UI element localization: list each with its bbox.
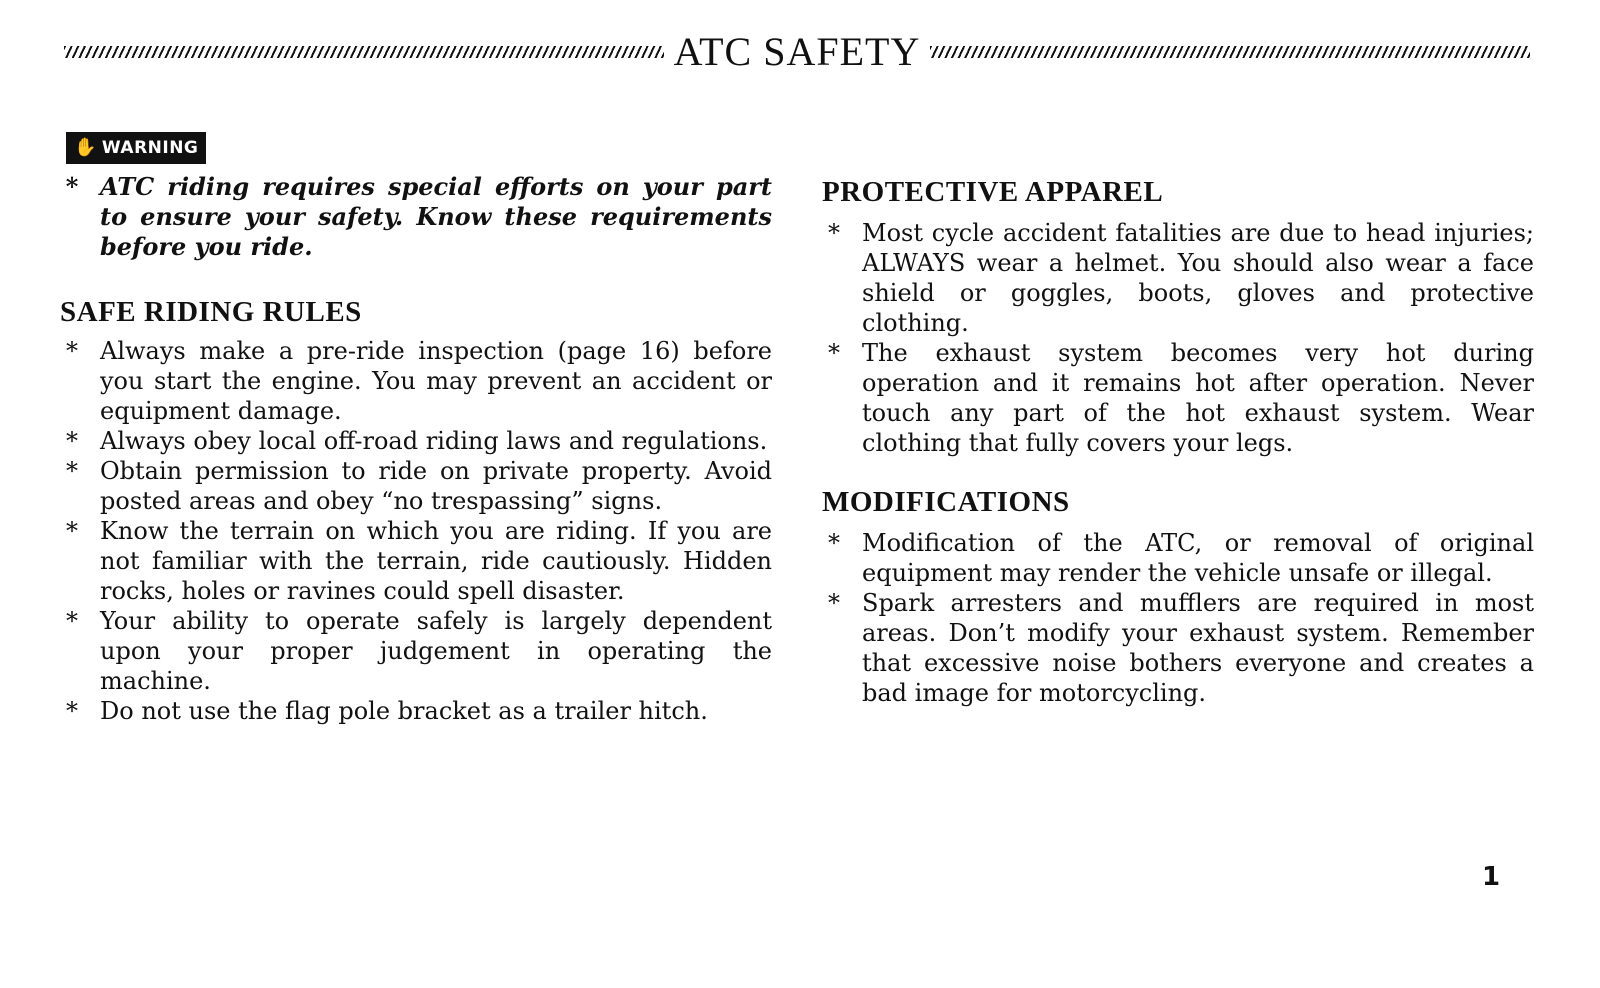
page-header	[64, 28, 1530, 76]
bullet: *	[66, 697, 78, 725]
bullet: *	[65, 172, 79, 201]
header-hatch-right	[930, 46, 1530, 58]
page-number: 1	[1482, 862, 1501, 892]
list-item	[60, 696, 772, 726]
list-item	[60, 426, 772, 456]
warning-label: WARNING	[101, 138, 199, 158]
warning-badge	[66, 132, 206, 164]
safe-riding-rules-heading: SAFE RIDING RULES	[60, 296, 362, 328]
list-item	[60, 336, 772, 426]
left-column	[60, 132, 772, 726]
page-title: ATC SAFETY	[673, 29, 921, 74]
header-hatch-left	[64, 46, 664, 58]
list-item-text: Spark arresters and mufflers are required in most areas. Don’t modify your exhaust system. Remember that excessive noise bothers everyone and creates a bad image for motorcycling.	[862, 589, 1534, 707]
bullet: *	[66, 427, 78, 455]
bullet: *	[66, 457, 78, 485]
bullet: *	[828, 589, 840, 617]
list-item	[822, 588, 1534, 708]
list-item-text: Most cycle accident fatalities are due to head injuries; ALWAYS wear a helmet. You should also wear a face shield or goggles, boots, gloves and protective clothing.	[862, 219, 1534, 337]
bullet: *	[66, 517, 78, 545]
warning-text	[60, 172, 772, 262]
list-item-text: Your ability to operate safely is largely dependent upon your proper judgement in operating the machine.	[100, 607, 772, 695]
list-item-text: Modification of the ATC, or removal of original equipment may render the vehicle unsafe or illegal.	[862, 529, 1534, 587]
list-item-text: Always make a pre-ride inspection (page 16) before you start the engine. You may prevent an accident or equipment damage.	[100, 337, 772, 425]
hand-warning-icon: ✋	[74, 137, 97, 158]
bullet: *	[66, 337, 78, 365]
list-item-text: The exhaust system becomes very hot during operation and it remains hot after operation. Never touch any part of the hot exhaust system. Wear clothing that fully covers your legs.	[862, 339, 1534, 457]
list-item-text: Always obey local off-road riding laws and regulations.	[100, 427, 768, 455]
bullet: *	[828, 219, 840, 247]
modifications-heading: MODIFICATIONS	[822, 486, 1070, 518]
list-item-text: Know the terrain on which you are riding. If you are not familiar with the terrain, ride cautiously. Hidden rocks, holes or ravines could spell disaster.	[100, 517, 772, 605]
list-item	[60, 606, 772, 696]
list-item-text: Do not use the flag pole bracket as a trailer hitch.	[100, 697, 708, 725]
list-item	[822, 218, 1534, 338]
bullet: *	[66, 607, 78, 635]
list-item	[822, 338, 1534, 458]
bullet: *	[828, 339, 840, 367]
list-item	[60, 456, 772, 516]
bullet: *	[828, 529, 840, 557]
warning-text-body: ATC riding requires special efforts on your part to ensure your safety. Know these requirements before you ride.	[100, 172, 772, 261]
list-item-text: Obtain permission to ride on private property. Avoid posted areas and obey “no trespassing” signs.	[100, 457, 772, 515]
list-item	[60, 516, 772, 606]
right-column	[822, 172, 1534, 708]
protective-apparel-heading: PROTECTIVE APPAREL	[822, 176, 1164, 208]
list-item	[822, 528, 1534, 588]
